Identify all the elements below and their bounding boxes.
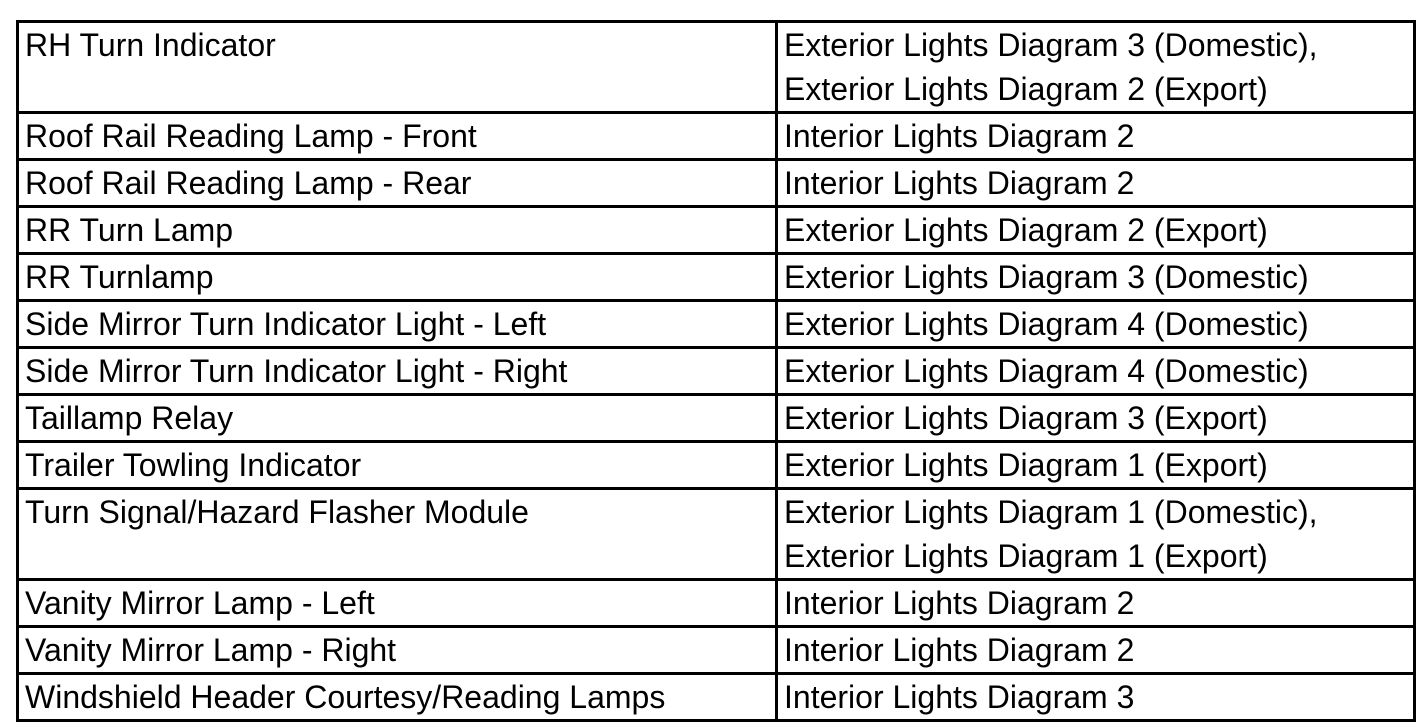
location-line: Interior Lights Diagram 3 — [784, 679, 1135, 715]
component-cell: Turn Signal/Hazard Flasher Module — [18, 489, 777, 580]
location-cell — [777, 160, 1415, 207]
location-cell — [777, 207, 1415, 254]
table-row — [18, 627, 1415, 674]
table-row — [18, 489, 1415, 580]
location-cell — [777, 627, 1415, 674]
component-cell: Trailer Towling Indicator — [18, 442, 777, 489]
location-line: Interior Lights Diagram 2 — [784, 118, 1135, 154]
table-row — [18, 207, 1415, 254]
component-cell: Side Mirror Turn Indicator Light - Left — [18, 301, 777, 348]
table-body — [18, 22, 1415, 721]
location-line: Interior Lights Diagram 2 — [784, 585, 1135, 621]
component-location-table — [16, 20, 1416, 722]
location-line: Exterior Lights Diagram 1 (Domestic), — [784, 494, 1318, 530]
component-cell: RR Turn Lamp — [18, 207, 777, 254]
component-cell: Taillamp Relay — [18, 395, 777, 442]
table-row — [18, 580, 1415, 627]
location-cell — [777, 489, 1415, 580]
location-cell — [777, 674, 1415, 721]
table-row — [18, 254, 1415, 301]
location-line: Exterior Lights Diagram 2 (Export) — [784, 71, 1268, 107]
location-cell — [777, 395, 1415, 442]
location-cell — [777, 442, 1415, 489]
location-line: Exterior Lights Diagram 3 (Export) — [784, 400, 1268, 436]
location-line: Interior Lights Diagram 2 — [784, 632, 1135, 668]
location-line: Exterior Lights Diagram 4 (Domestic) — [784, 306, 1309, 342]
location-cell — [777, 113, 1415, 160]
location-cell — [777, 580, 1415, 627]
table-row — [18, 348, 1415, 395]
table-row — [18, 395, 1415, 442]
location-cell — [777, 254, 1415, 301]
location-line: Interior Lights Diagram 2 — [784, 165, 1135, 201]
location-line: Exterior Lights Diagram 4 (Domestic) — [784, 353, 1309, 389]
component-cell: Roof Rail Reading Lamp - Front — [18, 113, 777, 160]
location-cell — [777, 348, 1415, 395]
table-row — [18, 160, 1415, 207]
location-cell — [777, 22, 1415, 113]
table-row — [18, 442, 1415, 489]
component-cell: RH Turn Indicator — [18, 22, 777, 113]
component-cell: Vanity Mirror Lamp - Right — [18, 627, 777, 674]
location-line: Exterior Lights Diagram 3 (Domestic) — [784, 259, 1309, 295]
table-row — [18, 674, 1415, 721]
location-line: Exterior Lights Diagram 3 (Domestic), — [784, 27, 1318, 63]
table-row — [18, 113, 1415, 160]
component-cell: Roof Rail Reading Lamp - Rear — [18, 160, 777, 207]
location-line: Exterior Lights Diagram 2 (Export) — [784, 212, 1268, 248]
location-cell — [777, 301, 1415, 348]
table-row — [18, 22, 1415, 113]
component-cell: Side Mirror Turn Indicator Light - Right — [18, 348, 777, 395]
location-line: Exterior Lights Diagram 1 (Export) — [784, 447, 1268, 483]
component-cell: Vanity Mirror Lamp - Left — [18, 580, 777, 627]
component-cell: RR Turnlamp — [18, 254, 777, 301]
component-cell: Windshield Header Courtesy/Reading Lamps — [18, 674, 777, 721]
table-row — [18, 301, 1415, 348]
location-line: Exterior Lights Diagram 1 (Export) — [784, 538, 1268, 574]
